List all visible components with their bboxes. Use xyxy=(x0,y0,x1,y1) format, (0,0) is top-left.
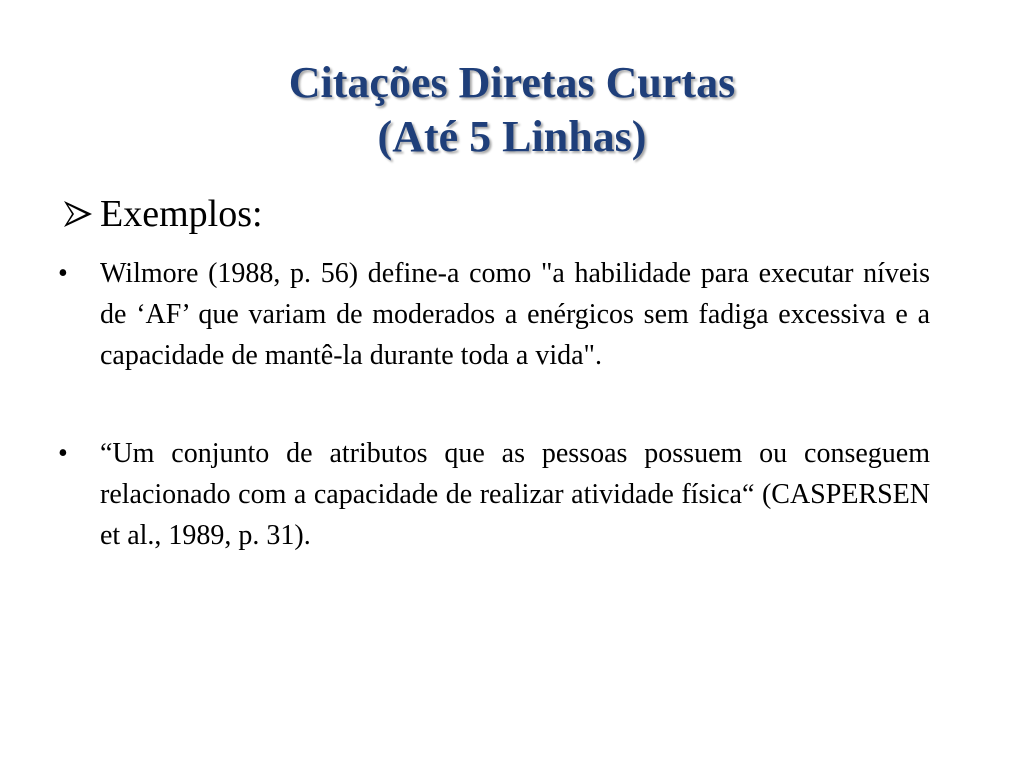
bullet-item-wilmore xyxy=(58,253,930,376)
section-heading-text: Exemplos: xyxy=(100,193,263,235)
bullet-text: Wilmore (1988, p. 56) define-a como "a habilidade para executar níveis de ‘AF’ que variam de moderados a enérgicos sem fadiga excessiva e a capacidade de mantê-la durante toda a vida". xyxy=(100,258,930,371)
slide-title xyxy=(0,56,1024,164)
section-heading xyxy=(62,192,263,236)
bullet-marker: • xyxy=(58,258,68,289)
bullet-marker: • xyxy=(58,438,68,469)
title-line-1: Citações Diretas Curtas xyxy=(288,58,736,107)
title-line-2: (Até 5 Linhas) xyxy=(377,112,647,161)
bullet-item-caspersen xyxy=(58,433,930,556)
bullet-list xyxy=(58,253,930,556)
arrow-bullet-icon xyxy=(62,199,96,229)
bullet-text: “Um conjunto de atributos que as pessoas possuem ou conseguem relacionado com a capacidade de realizar atividade física“ (CASPERSEN et al., 1989, p. 31). xyxy=(100,438,930,551)
